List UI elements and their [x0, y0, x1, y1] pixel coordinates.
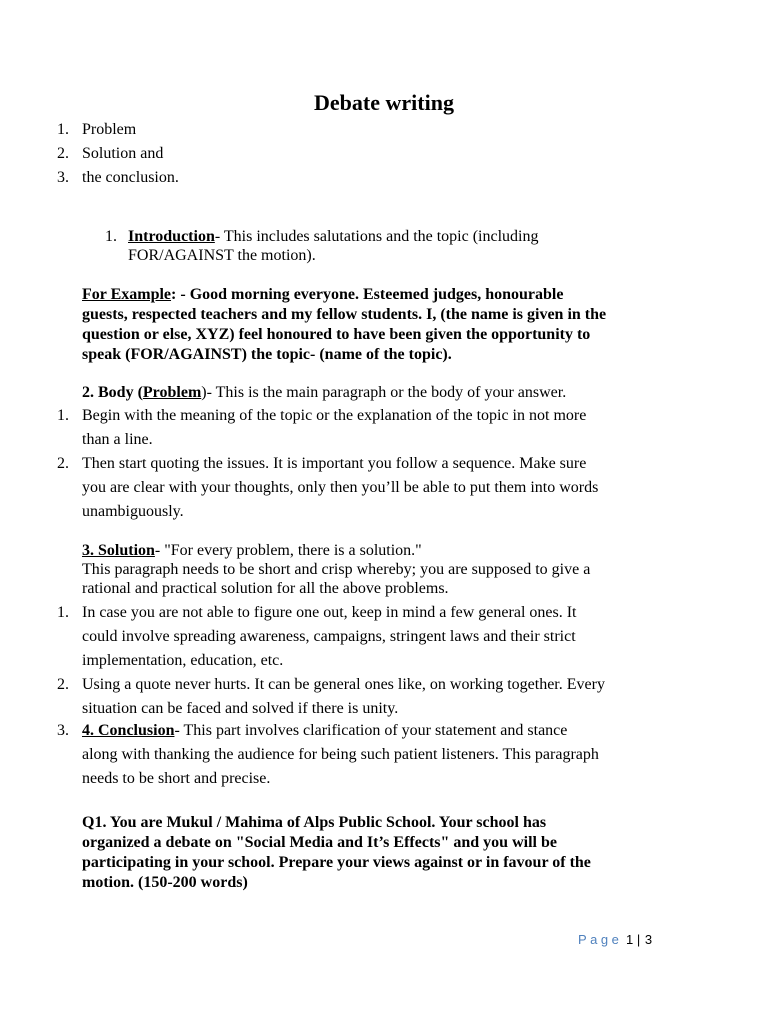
introduction-label: Introduction — [128, 228, 215, 245]
page-total: 3 — [644, 932, 653, 947]
solution-label: 3. Solution — [82, 542, 155, 559]
page-footer — [578, 932, 652, 948]
conclusion-text: along with thanking the audience for being such patient listeners. This paragraph — [82, 746, 599, 763]
page-word: Page — [578, 932, 623, 947]
solution-item-text: implementation, education, etc. — [82, 652, 284, 669]
list-number: 1. — [57, 121, 69, 138]
list-item: Solution and — [82, 145, 164, 162]
conclusion-heading — [82, 721, 567, 741]
list-number: 3. — [57, 169, 69, 186]
section-number: 1. — [105, 228, 117, 245]
list-number: 1. — [57, 604, 69, 621]
page-current: 1 — [626, 932, 634, 947]
solution-paragraph: rational and practical solution for all the above problems. — [82, 580, 449, 597]
body-heading — [82, 383, 566, 403]
list-number: 3. — [57, 722, 69, 739]
question-text: participating in your school. Prepare your views against or in favour of the — [82, 854, 591, 871]
example-text: speak (FOR/AGAINST) the topic- (name of the topic). — [82, 346, 452, 363]
list-number: 1. — [57, 407, 69, 424]
solution-item-text: Using a quote never hurts. It can be general ones like, on working together. Every — [82, 676, 605, 693]
list-item: Problem — [82, 121, 137, 138]
body-item-text: Then start quoting the issues. It is important you follow a sequence. Make sure — [82, 455, 587, 472]
page-separator: | — [636, 932, 642, 947]
example-line — [82, 285, 563, 305]
body-item-text: than a line. — [82, 431, 153, 448]
example-label: For Example — [82, 286, 172, 303]
solution-item-text: could involve spreading awareness, campaigns, stringent laws and their strict — [82, 628, 576, 645]
solution-quote: - "For every problem, there is a solution." — [154, 542, 422, 559]
body-item-text: unambiguously. — [82, 503, 184, 520]
list-number: 2. — [57, 676, 69, 693]
page-title: Debate writing — [314, 90, 454, 115]
conclusion-label: 4. Conclusion — [82, 722, 175, 739]
example-text: : - Good morning everyone. Esteemed judges, honourable — [171, 286, 564, 303]
body-prefix: 2. Body ( — [82, 384, 143, 401]
question-text: motion. (150-200 words) — [82, 874, 248, 891]
body-item-text: you are clear with your thoughts, only then you’ll be able to put them into words — [82, 479, 599, 496]
solution-paragraph: This paragraph needs to be short and crisp whereby; you are supposed to give a — [82, 561, 591, 578]
body-label: Problem — [142, 384, 202, 401]
solution-heading — [82, 541, 422, 561]
conclusion-text: needs to be short and precise. — [82, 770, 271, 787]
conclusion-text: - This part involves clarification of your statement and stance — [174, 722, 568, 739]
question-text: organized a debate on "Social Media and It’s Effects" and you will be — [82, 834, 557, 851]
example-text: guests, respected teachers and my fellow students. I, (the name is given in the — [82, 306, 607, 323]
list-number: 2. — [57, 455, 69, 472]
question-text: Q1. You are Mukul / Mahima of Alps Public School. Your school has — [82, 814, 547, 831]
solution-item-text: situation can be faced and solved if there is unity. — [82, 700, 399, 717]
list-item: the conclusion. — [82, 169, 179, 186]
introduction-text: - This includes salutations and the topic (including — [214, 228, 539, 245]
introduction-text-cont: FOR/AGAINST the motion). — [128, 247, 316, 264]
solution-item-text: In case you are not able to figure one out, keep in mind a few general ones. It — [82, 604, 577, 621]
body-text: )- This is the main paragraph or the body of your answer. — [201, 384, 567, 401]
introduction-line — [128, 227, 539, 247]
list-number: 2. — [57, 145, 69, 162]
body-item-text: Begin with the meaning of the topic or the explanation of the topic in not more — [82, 407, 587, 424]
example-text: question or else, XYZ) feel honoured to have been given the opportunity to — [82, 326, 591, 343]
